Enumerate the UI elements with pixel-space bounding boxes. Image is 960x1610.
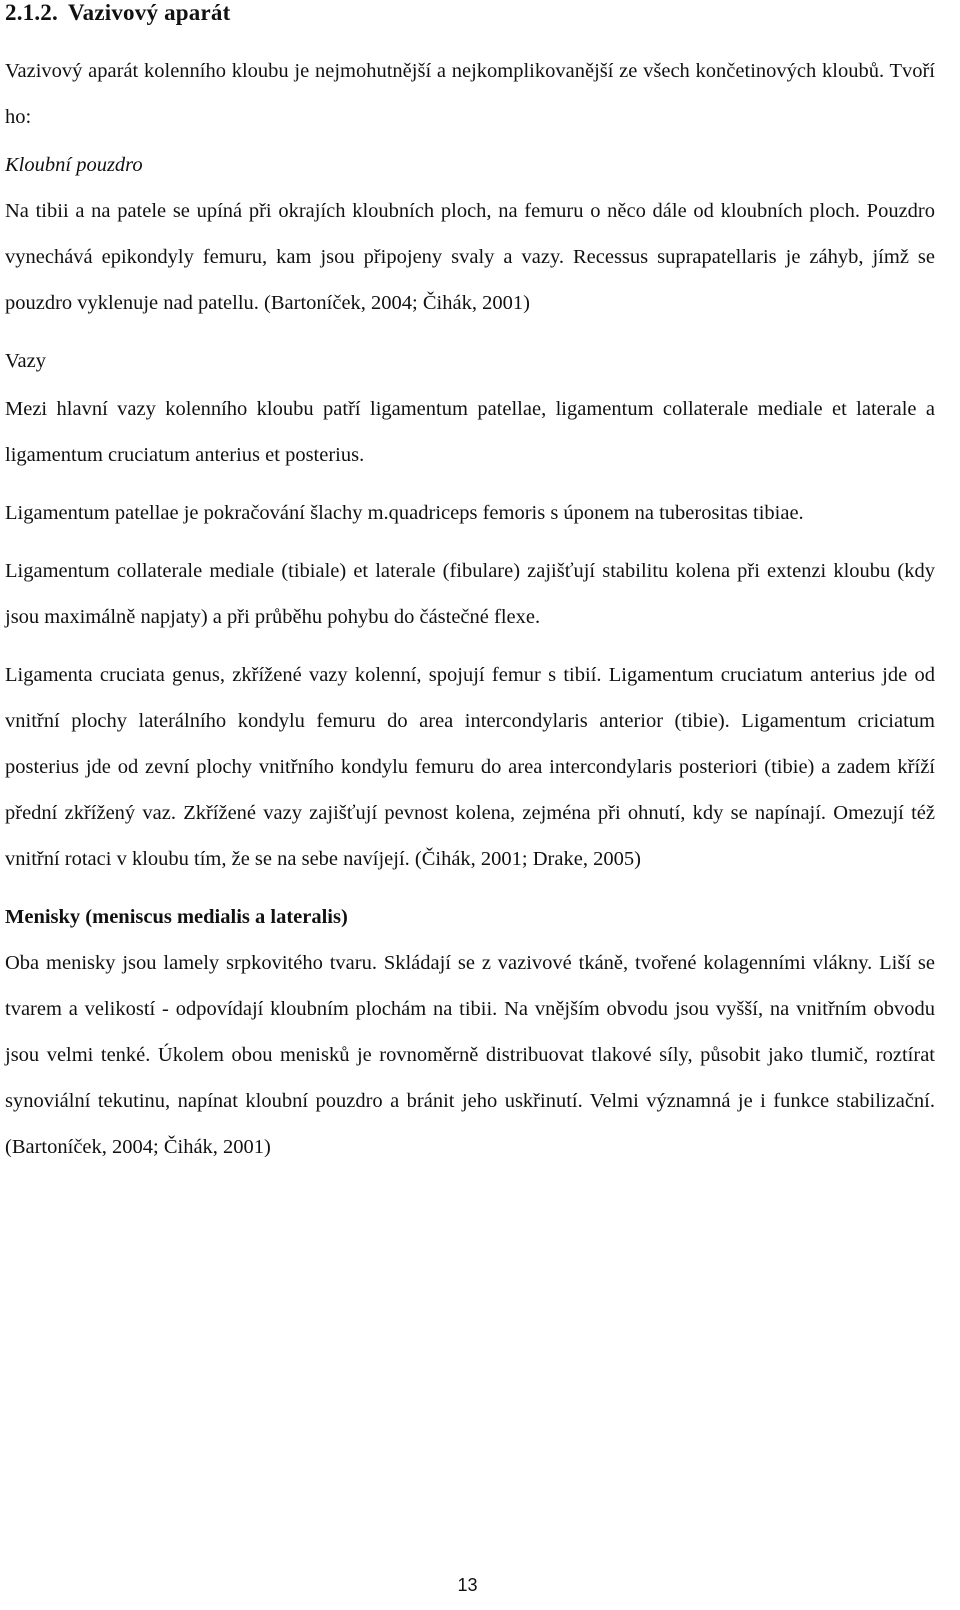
document-page (5, 0, 935, 1170)
page-number: 13 (457, 1575, 478, 1595)
ligaments-paragraph-2: Ligamentum patellae je pokračování šlachy m.quadriceps femoris s úponem na tuberositas tibiae. (5, 502, 804, 524)
ligaments-paragraph-3: Ligamentum collaterale mediale (tibiale) et laterale (fibulare) zajišťují stabilitu kolena při extenzi kloubu (kdy jsou maximálně napjaty) a při průběhu pohybu do částečné flexe. (5, 560, 935, 628)
section-title: Vazivový aparát (67, 0, 231, 25)
ligaments-paragraph-4: Ligamenta cruciata genus, zkřížené vazy kolenní, spojují femur s tibií. Ligamentum cruciatum anterius jde od vnitřní plochy laterálního kondylu femuru do area intercondylaris anterior (tibie). Ligamentum criciatum posterius jde od zevní plochy vnitřního kondylu femuru do area intercondylaris posteriori (tibie) a zadem kříží přední zkřížený vaz. Zkřížené vazy zajišťují pevnost kolena, zejména při ohnutí, kdy se napínají. Omezují též vnitřní rotaci v kloubu tím, že se na sebe navíjejí. (Čihák, 2001; Drake, 2005) (5, 664, 935, 870)
intro-paragraph: Vazivový aparát kolenního kloubu je nejmohutnější a nejkomplikovanější ze všech končetinových kloubů. Tvoří ho: (5, 60, 935, 128)
capsule-paragraph: Na tibii a na patele se upíná při okrajích kloubních ploch, na femuru o něco dále od kloubních ploch. Pouzdro vynechává epikondyly femuru, kam jsou připojeny svaly a vazy. Recessus suprapatellaris je záhyb, jímž se pouzdro vyklenuje nad patellu. (Bartoníček, 2004; Čihák, 2001) (5, 200, 935, 314)
section-heading (0, 0, 935, 26)
section-number: 2.1.2. (5, 0, 58, 25)
ligaments-paragraph-1: Mezi hlavní vazy kolenního kloubu patří ligamentum patellae, ligamentum collaterale mediale et laterale a ligamentum cruciatum anterius et posterius. (5, 398, 935, 466)
ligaments-heading: Vazy (5, 350, 46, 372)
menisci-heading: Menisky (meniscus medialis a lateralis) (5, 906, 348, 928)
capsule-heading: Kloubní pouzdro (5, 154, 143, 176)
menisci-paragraph: Oba menisky jsou lamely srpkovitého tvaru. Skládají se z vazivové tkáně, tvořené kolagenními vlákny. Liší se tvarem a velikostí - odpovídají kloubním plochám na tibii. Na vnějším obvodu jsou vyšší, na vnitřním obvodu jsou velmi tenké. Úkolem obou menisků je rovnoměrně distribuovat tlakové síly, působit jako tlumič, roztírat synoviální tekutinu, napínat kloubní pouzdro a bránit jeho uskřinutí. Velmi významná je i funkce stabilizační. (Bartoníček, 2004; Čihák, 2001) (5, 952, 935, 1158)
